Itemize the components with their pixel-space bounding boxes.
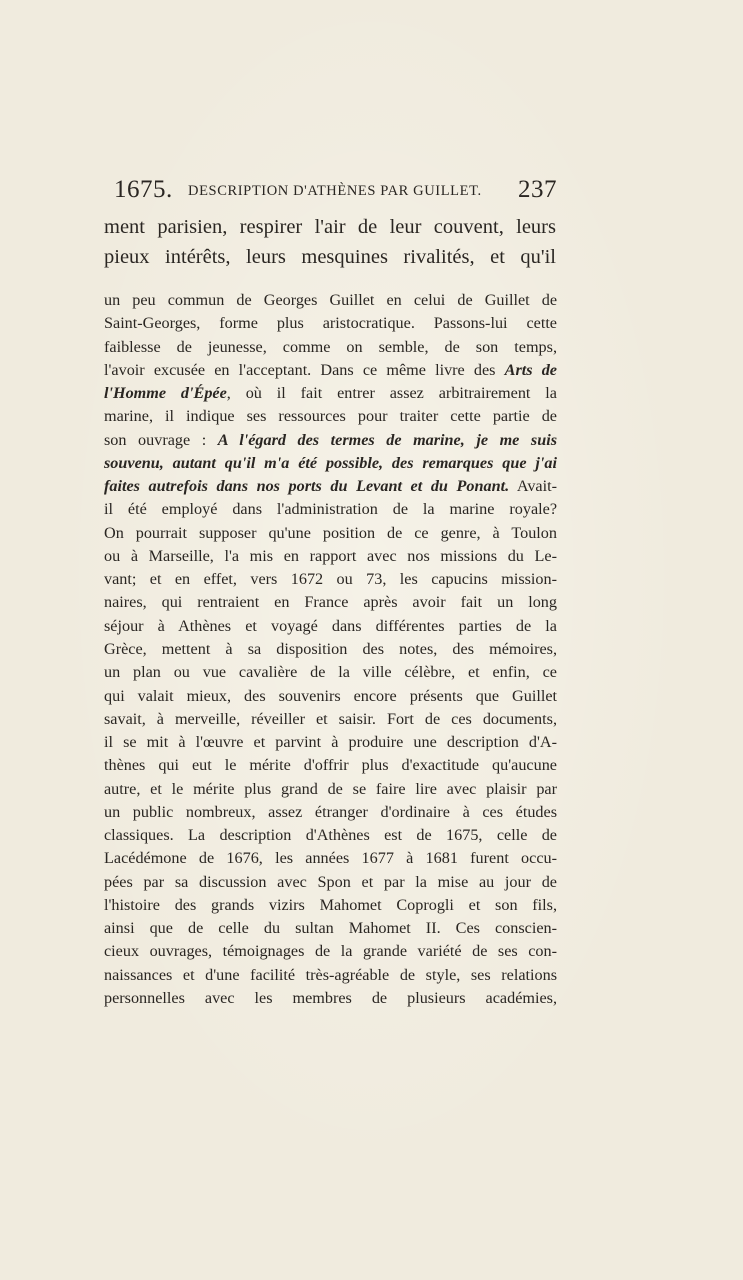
body-line-text: , où il fait entrer assez arbitrairement la [226, 384, 557, 403]
body-line: vant; et en effet, vers 1672 ou 73, les capucins mission- [104, 570, 557, 589]
body-line: autre, et le mérite plus grand de se faire lire avec plaisir par [104, 779, 557, 798]
body-line: un plan ou vue cavalière de la ville célèbre, et enfin, ce [104, 663, 557, 682]
body-line: savait, à merveille, réveiller et saisir. Fort de ces documents, [104, 709, 557, 728]
page-number: 237 [518, 176, 557, 203]
body-line: naissances et d'une facilité très-agréable de style, ses relations [104, 965, 557, 984]
body-line: qui valait mieux, des souvenirs encore présents que Guillet [104, 686, 557, 705]
body-line [104, 475, 557, 498]
running-title: DESCRIPTION D'ATHÈNES PAR GUILLET. [188, 183, 482, 199]
body-line-text: son ouvrage : [104, 430, 218, 449]
lead-line: ment parisien, respirer l'air de leur couvent, leurs [104, 216, 556, 238]
body-line: ou à Marseille, l'a mis en rapport avec nos missions du Le- [104, 546, 557, 565]
body-line [104, 429, 557, 452]
running-header [114, 176, 557, 206]
body-line: naires, qui rentraient en France après avoir fait un long [104, 593, 557, 612]
quotation-italic: A l'égard des termes de marine, je me suis [217, 430, 557, 449]
body-line: un public nombreux, assez étranger d'ordinaire à ces études [104, 802, 557, 821]
body-line-text: Avait- [509, 477, 557, 496]
body-line: faiblesse de jeunesse, comme on semble, de son temps, [104, 337, 557, 356]
body-line: classiques. La description d'Athènes est de 1675, celle de [104, 826, 557, 845]
body-line: il été employé dans l'administration de la marine royale? [104, 500, 557, 519]
body-line: ainsi que de celle du sultan Mahomet II. Ces conscien- [104, 919, 557, 938]
body-line: Lacédémone de 1676, les années 1677 à 1681 furent occu- [104, 849, 557, 868]
body-line: Saint-Georges, forme plus aristocratique. Passons-lui cette [104, 314, 557, 333]
body-line: thènes qui eut le mérite d'offrir plus d'exactitude qu'aucune [104, 756, 557, 775]
book-title-italic: Arts de [504, 360, 557, 379]
body-text [104, 289, 557, 1010]
body-line [104, 452, 557, 475]
body-line: On pourrait supposer qu'une position de ce genre, à Toulon [104, 523, 557, 542]
body-line: cieux ouvrages, témoignages de la grande variété de ses con- [104, 942, 557, 961]
body-line: l'histoire des grands vizirs Mahomet Coprogli et son fils, [104, 895, 557, 914]
body-line: personnelles avec les membres de plusieurs académies, [104, 988, 557, 1007]
body-line-text: l'avoir excusée en l'acceptant. Dans ce même livre des [104, 360, 505, 379]
body-line [104, 359, 557, 382]
body-line: il se mit à l'œuvre et parvint à produire une description d'A- [104, 733, 557, 752]
book-title-italic: l'Homme d'Épée [104, 384, 227, 403]
body-line: marine, il indique ses ressources pour traiter cette partie de [104, 407, 557, 426]
quotation-italic: faites autrefois dans nos ports du Levant et du Ponant. [104, 477, 510, 496]
body-line: pées par sa discussion avec Spon et par la mise au jour de [104, 872, 557, 891]
header-year: 1675. [114, 176, 173, 203]
body-line [104, 382, 557, 405]
body-line: séjour à Athènes et voyagé dans différentes parties de la [104, 616, 557, 635]
large-type-continuation [104, 212, 556, 272]
body-line: un peu commun de Georges Guillet en celui de Guillet de [104, 291, 557, 309]
lead-line: pieux intérêts, leurs mesquines rivalités, et qu'il [104, 246, 556, 268]
body-line: Grèce, mettent à sa disposition des notes, des mémoires, [104, 639, 557, 658]
quotation-italic: souvenu, autant qu'il m'a été possible, des remarques que j'ai [104, 453, 557, 472]
